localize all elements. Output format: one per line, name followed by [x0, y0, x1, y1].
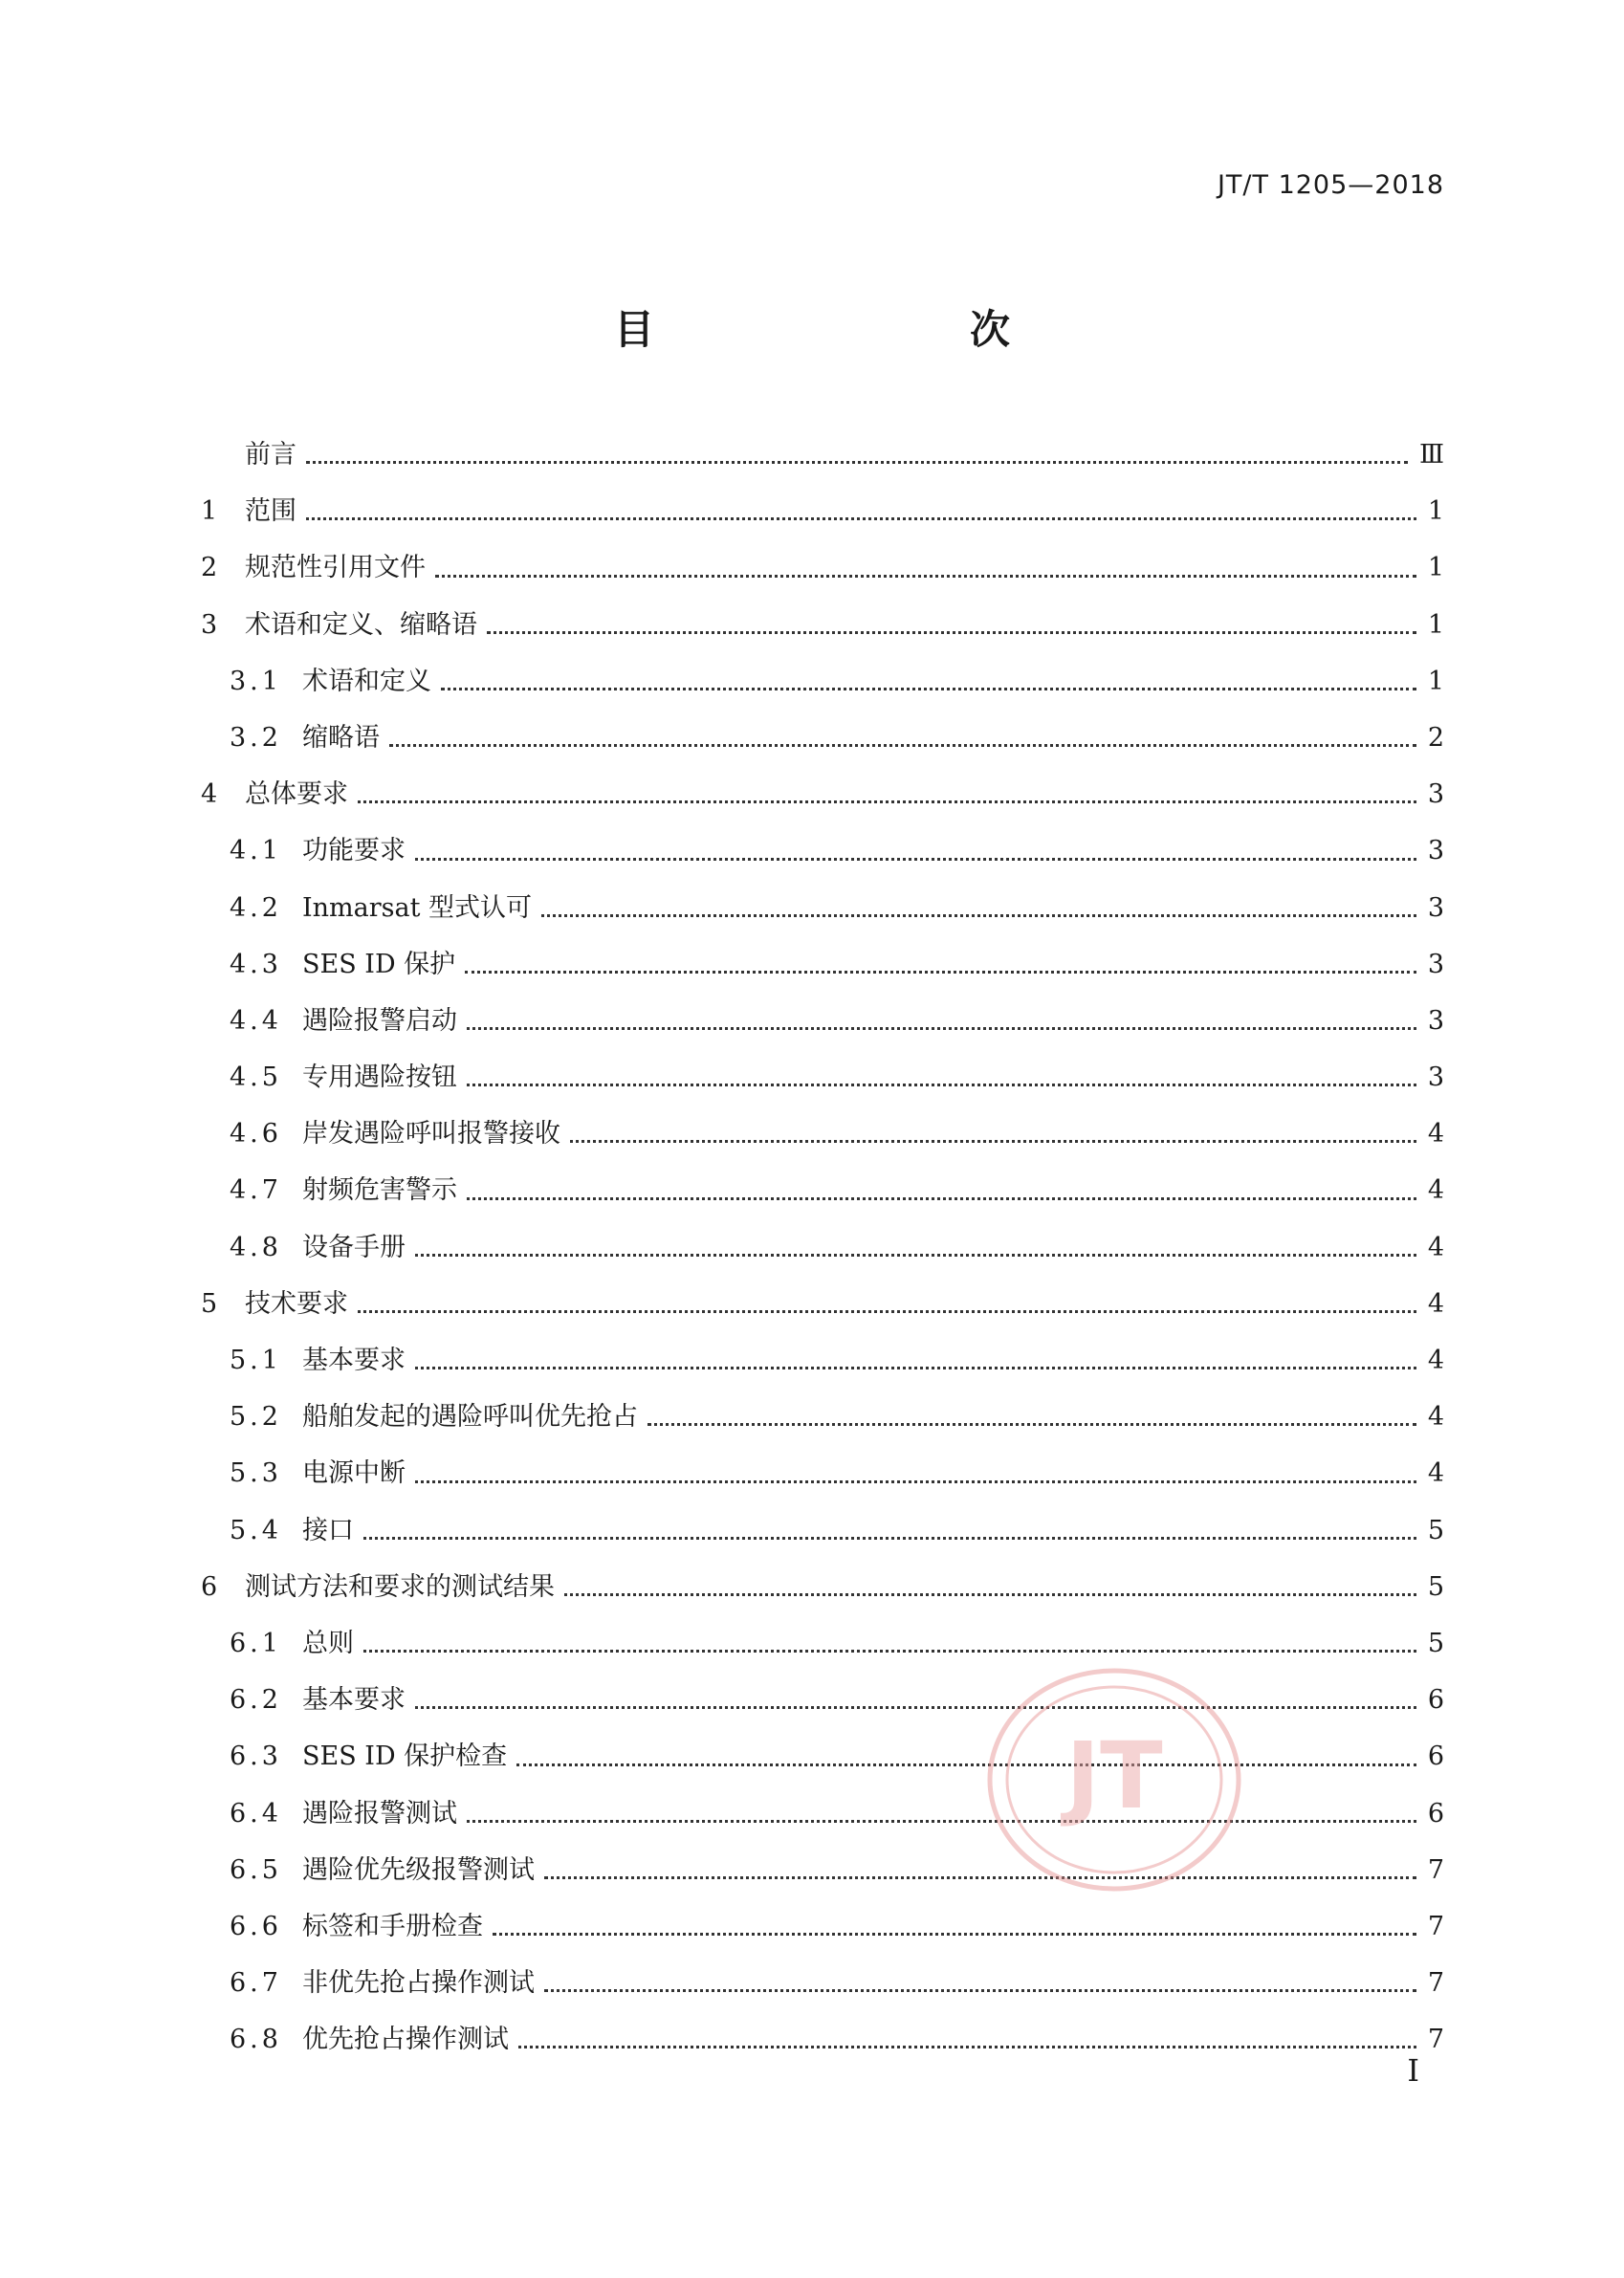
table-of-contents: [201, 427, 1444, 2068]
toc-entry-title: 船舶发起的遇险呼叫优先抢占: [302, 1402, 638, 1433]
toc-entry-page: 7: [1427, 2025, 1444, 2055]
toc-entry-title: 总则: [302, 1628, 354, 1658]
toc-entry[interactable]: [201, 1049, 1444, 1106]
toc-entry-number: 6.8: [230, 2025, 282, 2055]
toc-entry[interactable]: [201, 936, 1444, 993]
toc-entry-page: 7: [1427, 1911, 1444, 1941]
toc-entry-number: 3.1: [230, 666, 282, 696]
toc-entry[interactable]: [201, 653, 1444, 710]
toc-entry-title: 遇险报警启动: [302, 1005, 457, 1036]
toc-entry-page: 7: [1427, 1968, 1444, 1999]
toc-entry-title: 射频危害警示: [302, 1175, 457, 1206]
toc-entry-title: SES ID 保护: [302, 949, 456, 979]
toc-entry-page: 4: [1427, 1458, 1444, 1489]
toc-entry-number: 4.2: [230, 892, 282, 923]
toc-entry-number: 6.5: [230, 1854, 282, 1885]
dot-leader: [544, 1876, 1416, 1879]
toc-entry-title: 接口: [302, 1515, 354, 1545]
dot-leader: [541, 914, 1416, 917]
toc-entry-title: 基本要求: [302, 1346, 406, 1375]
dot-leader: [415, 1706, 1416, 1709]
toc-entry-title: 基本要求: [302, 1685, 406, 1716]
toc-entry-title: 术语和定义、缩略语: [245, 609, 477, 640]
toc-entry-title: 前言: [245, 440, 296, 470]
toc-entry[interactable]: [201, 993, 1444, 1049]
toc-entry-number: 4.6: [230, 1119, 282, 1150]
toc-entry-number: 6.6: [230, 1911, 282, 1941]
toc-entry-title: 技术要求: [245, 1288, 348, 1319]
toc-entry-title: 范围: [245, 496, 296, 527]
toc-entry[interactable]: [201, 1445, 1444, 1501]
toc-entry-title: 优先抢占操作测试: [302, 2025, 509, 2055]
dot-leader: [467, 1027, 1416, 1030]
toc-entry-title: 专用遇险按钮: [302, 1062, 457, 1093]
dot-leader: [306, 517, 1416, 520]
toc-entry[interactable]: [201, 1728, 1444, 1785]
toc-entry-number: 3: [201, 609, 218, 640]
dot-leader: [570, 1140, 1416, 1143]
toc-entry-page: 3: [1427, 949, 1444, 979]
toc-entry[interactable]: [201, 1559, 1444, 1615]
toc-entry-page: 3: [1427, 779, 1444, 810]
toc-entry-number: 5: [201, 1288, 218, 1319]
toc-entry-number: 6.3: [230, 1741, 282, 1772]
toc-entry-title: 规范性引用文件: [245, 553, 426, 583]
toc-entry-number: 6.7: [230, 1968, 282, 1999]
toc-entry-page: 1: [1427, 666, 1444, 696]
dot-leader: [415, 1480, 1416, 1483]
toc-entry-title: 遇险报警测试: [302, 1798, 457, 1829]
toc-entry[interactable]: [201, 1502, 1444, 1559]
toc-entry[interactable]: [201, 880, 1444, 936]
toc-entry-number: 4.1: [230, 836, 282, 866]
toc-entry-number: 2: [201, 553, 218, 583]
dot-leader: [435, 575, 1416, 578]
toc-entry-page: 4: [1427, 1119, 1444, 1150]
toc-entry-page: 4: [1427, 1402, 1444, 1433]
toc-entry-number: 3.2: [230, 722, 282, 753]
dot-leader: [415, 1367, 1416, 1369]
toc-entry-number: 6.1: [230, 1628, 282, 1658]
dot-leader: [465, 971, 1416, 974]
toc-entry-page: 3: [1427, 836, 1444, 866]
toc-entry-title: 电源中断: [302, 1458, 406, 1489]
toc-entry-number: 1: [201, 496, 218, 527]
toc-entry-page: 6: [1427, 1741, 1444, 1772]
toc-entry-page: 3: [1427, 1062, 1444, 1093]
page-title: 目 次: [613, 306, 1088, 353]
toc-entry-number: 6: [201, 1571, 218, 1602]
dot-leader: [358, 800, 1416, 803]
toc-entry[interactable]: [201, 427, 1444, 483]
toc-entry-page: 7: [1427, 1854, 1444, 1885]
toc-entry-number: 5.1: [230, 1346, 282, 1375]
dot-leader: [467, 1084, 1416, 1086]
toc-entry-title: 非优先抢占操作测试: [302, 1968, 535, 1999]
toc-entry-title: 标签和手册检查: [302, 1911, 483, 1941]
toc-entry-page: 2: [1427, 722, 1444, 753]
toc-entry-title: 缩略语: [302, 722, 380, 753]
toc-entry[interactable]: [201, 1276, 1444, 1332]
toc-entry-title: 遇险优先级报警测试: [302, 1854, 535, 1885]
toc-entry-title: SES ID 保护检查: [302, 1741, 508, 1772]
toc-entry-page: 4: [1427, 1175, 1444, 1206]
toc-entry-title: 设备手册: [302, 1232, 406, 1262]
toc-entry[interactable]: [201, 710, 1444, 766]
dot-leader: [493, 1933, 1416, 1936]
page-folio: Ⅰ: [1407, 2052, 1419, 2089]
dot-leader: [389, 744, 1416, 747]
dot-leader: [518, 2046, 1416, 2048]
toc-entry[interactable]: [201, 1785, 1444, 1842]
toc-entry-number: 4.5: [230, 1062, 282, 1093]
stamp-text: JT: [1065, 1722, 1163, 1829]
toc-entry[interactable]: [201, 1162, 1444, 1218]
toc-entry-title: 术语和定义: [302, 666, 431, 696]
toc-entry[interactable]: [201, 1106, 1444, 1162]
dot-leader: [647, 1423, 1416, 1426]
toc-entry[interactable]: [201, 1389, 1444, 1445]
toc-entry-page: 1: [1427, 553, 1444, 583]
toc-entry-page: 5: [1427, 1515, 1444, 1545]
dot-leader: [415, 858, 1416, 861]
dot-leader: [363, 1650, 1416, 1653]
toc-entry-number: 5.3: [230, 1458, 282, 1489]
dot-leader: [441, 688, 1416, 690]
toc-entry-number: 6.4: [230, 1798, 282, 1829]
toc-entry[interactable]: [201, 1332, 1444, 1389]
toc-entry-title: 岸发遇险呼叫报警接收: [302, 1119, 560, 1150]
dot-leader: [415, 1254, 1416, 1257]
dot-leader: [487, 631, 1416, 634]
toc-entry[interactable]: [201, 766, 1444, 822]
dot-leader: [306, 461, 1408, 464]
toc-entry-page: 4: [1427, 1288, 1444, 1319]
toc-entry-page: 3: [1427, 1005, 1444, 1036]
toc-entry-page: 5: [1427, 1628, 1444, 1658]
toc-entry-number: 4.8: [230, 1232, 282, 1262]
toc-entry[interactable]: [201, 822, 1444, 879]
dot-leader: [516, 1763, 1416, 1766]
toc-entry[interactable]: [201, 539, 1444, 596]
toc-entry-title: Inmarsat 型式认可: [302, 892, 533, 923]
toc-entry-page: 4: [1427, 1232, 1444, 1262]
dot-leader: [358, 1310, 1416, 1313]
toc-entry[interactable]: [201, 1898, 1444, 1955]
toc-entry-page: 3: [1427, 892, 1444, 923]
toc-entry-title: 测试方法和要求的测试结果: [245, 1571, 555, 1602]
toc-entry[interactable]: [201, 1955, 1444, 2011]
toc-entry-number: 5.2: [230, 1402, 282, 1433]
dot-leader: [467, 1820, 1416, 1823]
toc-entry-number: 4.7: [230, 1175, 282, 1206]
toc-entry-number: 4.3: [230, 949, 282, 979]
toc-entry[interactable]: [201, 2011, 1444, 2068]
toc-entry[interactable]: [201, 1672, 1444, 1728]
toc-entry-title: 功能要求: [302, 836, 406, 866]
toc-entry[interactable]: [201, 597, 1444, 653]
toc-entry-page: 6: [1427, 1685, 1444, 1716]
toc-entry[interactable]: [201, 483, 1444, 539]
toc-entry-number: 6.2: [230, 1685, 282, 1716]
toc-entry-page: 1: [1427, 496, 1444, 527]
toc-entry-number: 5.4: [230, 1515, 282, 1545]
toc-entry-page: 4: [1427, 1346, 1444, 1375]
toc-entry-page: 5: [1427, 1571, 1444, 1602]
jt-stamp-watermark: [985, 1666, 1243, 1894]
toc-entry-number: 4: [201, 779, 218, 810]
toc-entry[interactable]: [201, 1219, 1444, 1276]
dot-leader: [564, 1593, 1416, 1596]
dot-leader: [363, 1537, 1416, 1540]
toc-entry-page: 1: [1427, 609, 1444, 640]
dot-leader: [467, 1197, 1416, 1200]
toc-entry-title: 总体要求: [245, 779, 348, 810]
toc-entry-number: 4.4: [230, 1005, 282, 1036]
standard-code: JT/T 1205—2018: [1217, 170, 1444, 200]
dot-leader: [544, 1989, 1416, 1992]
toc-entry-page: Ⅲ: [1418, 440, 1444, 470]
toc-entry-page: 6: [1427, 1798, 1444, 1829]
toc-entry[interactable]: [201, 1615, 1444, 1672]
toc-entry[interactable]: [201, 1842, 1444, 1898]
